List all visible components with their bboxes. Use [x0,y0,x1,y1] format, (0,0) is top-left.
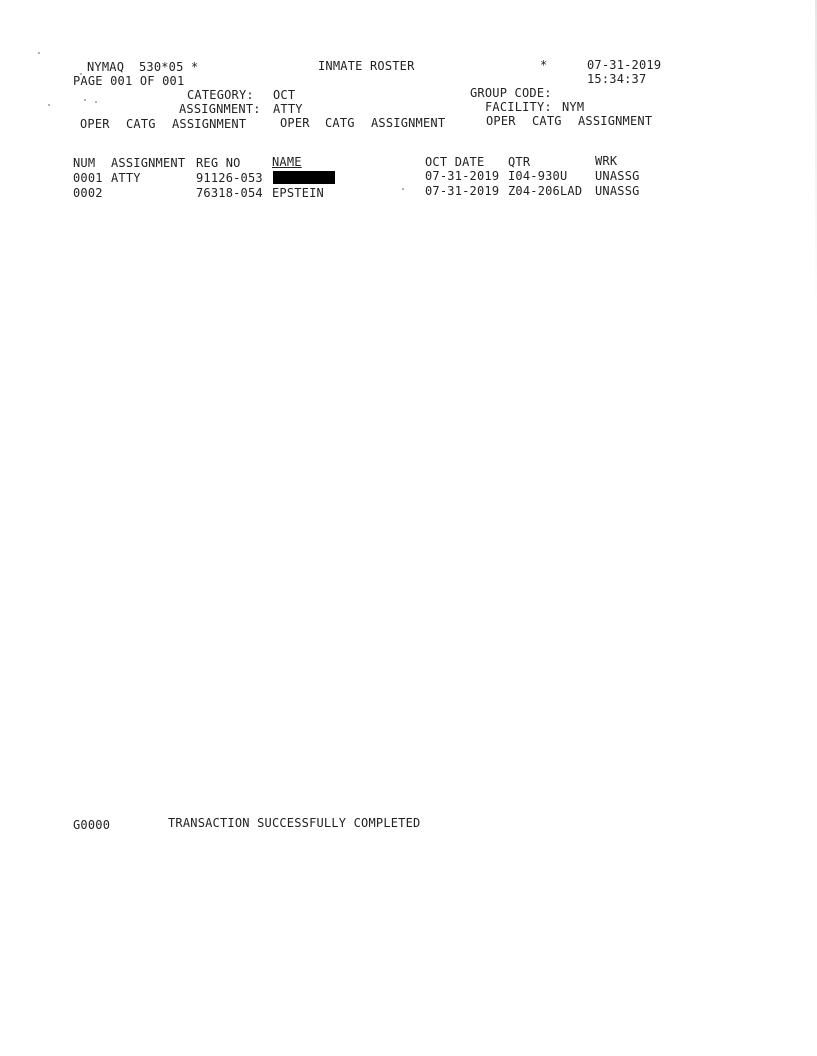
scan-speck [38,52,40,54]
catg-header: CATG [532,114,562,128]
col-num: NUM [73,156,96,170]
facility-label: FACILITY: [485,100,552,114]
assignment-header: ASSIGNMENT [172,117,247,131]
scan-speck [402,188,404,190]
assignment-value: ATTY [273,102,303,116]
status-code: G0000 [73,818,111,832]
row-num: 0002 [73,186,103,200]
row-assignment: ATTY [111,171,141,185]
category-label: CATEGORY: [187,88,254,102]
oper-header: OPER [486,114,516,128]
status-message: TRANSACTION SUCCESSFULLY COMPLETED [168,816,421,830]
scan-speck [48,104,50,106]
category-value: OCT [273,88,296,102]
row-name: EPSTEIN [272,186,324,200]
assignment-header: ASSIGNMENT [578,114,653,128]
scan-speck [84,99,86,101]
assignment-header: ASSIGNMENT [371,116,446,130]
row-qtr: Z04-206LAD [508,184,583,198]
scan-speck [95,101,97,103]
redacted-name-bar [273,171,335,184]
oper-header: OPER [80,117,110,131]
row-num: 0001 [73,171,103,185]
assignment-label: ASSIGNMENT: [179,102,261,116]
system-id: NYMAQ 530*05 * [87,60,199,74]
col-oct-date: OCT DATE [425,155,485,169]
row-oct-date: 07-31-2019 [425,184,500,198]
catg-header: CATG [126,117,156,131]
col-wrk: WRK [595,154,618,168]
row-wrk: UNASSG [595,169,640,183]
row-reg-no: 91126-053 [196,171,263,185]
report-date: 07-31-2019 [587,58,662,72]
catg-header: CATG [325,116,355,130]
col-assignment: ASSIGNMENT [111,156,186,170]
page-number: PAGE 001 OF 001 [73,74,185,88]
header-star: * [540,58,548,72]
report-title: INMATE ROSTER [318,59,415,73]
row-oct-date: 07-31-2019 [425,169,500,183]
oper-header: OPER [280,116,310,130]
facility-value: NYM [562,100,585,114]
group-code-label: GROUP CODE: [470,86,552,100]
row-wrk: UNASSG [595,184,640,198]
col-reg-no: REG NO [196,156,241,170]
row-qtr: I04-930U [508,169,568,183]
report-time: 15:34:37 [587,72,647,86]
col-name: NAME [272,155,302,169]
col-qtr: QTR [508,155,531,169]
row-reg-no: 76318-054 [196,186,263,200]
